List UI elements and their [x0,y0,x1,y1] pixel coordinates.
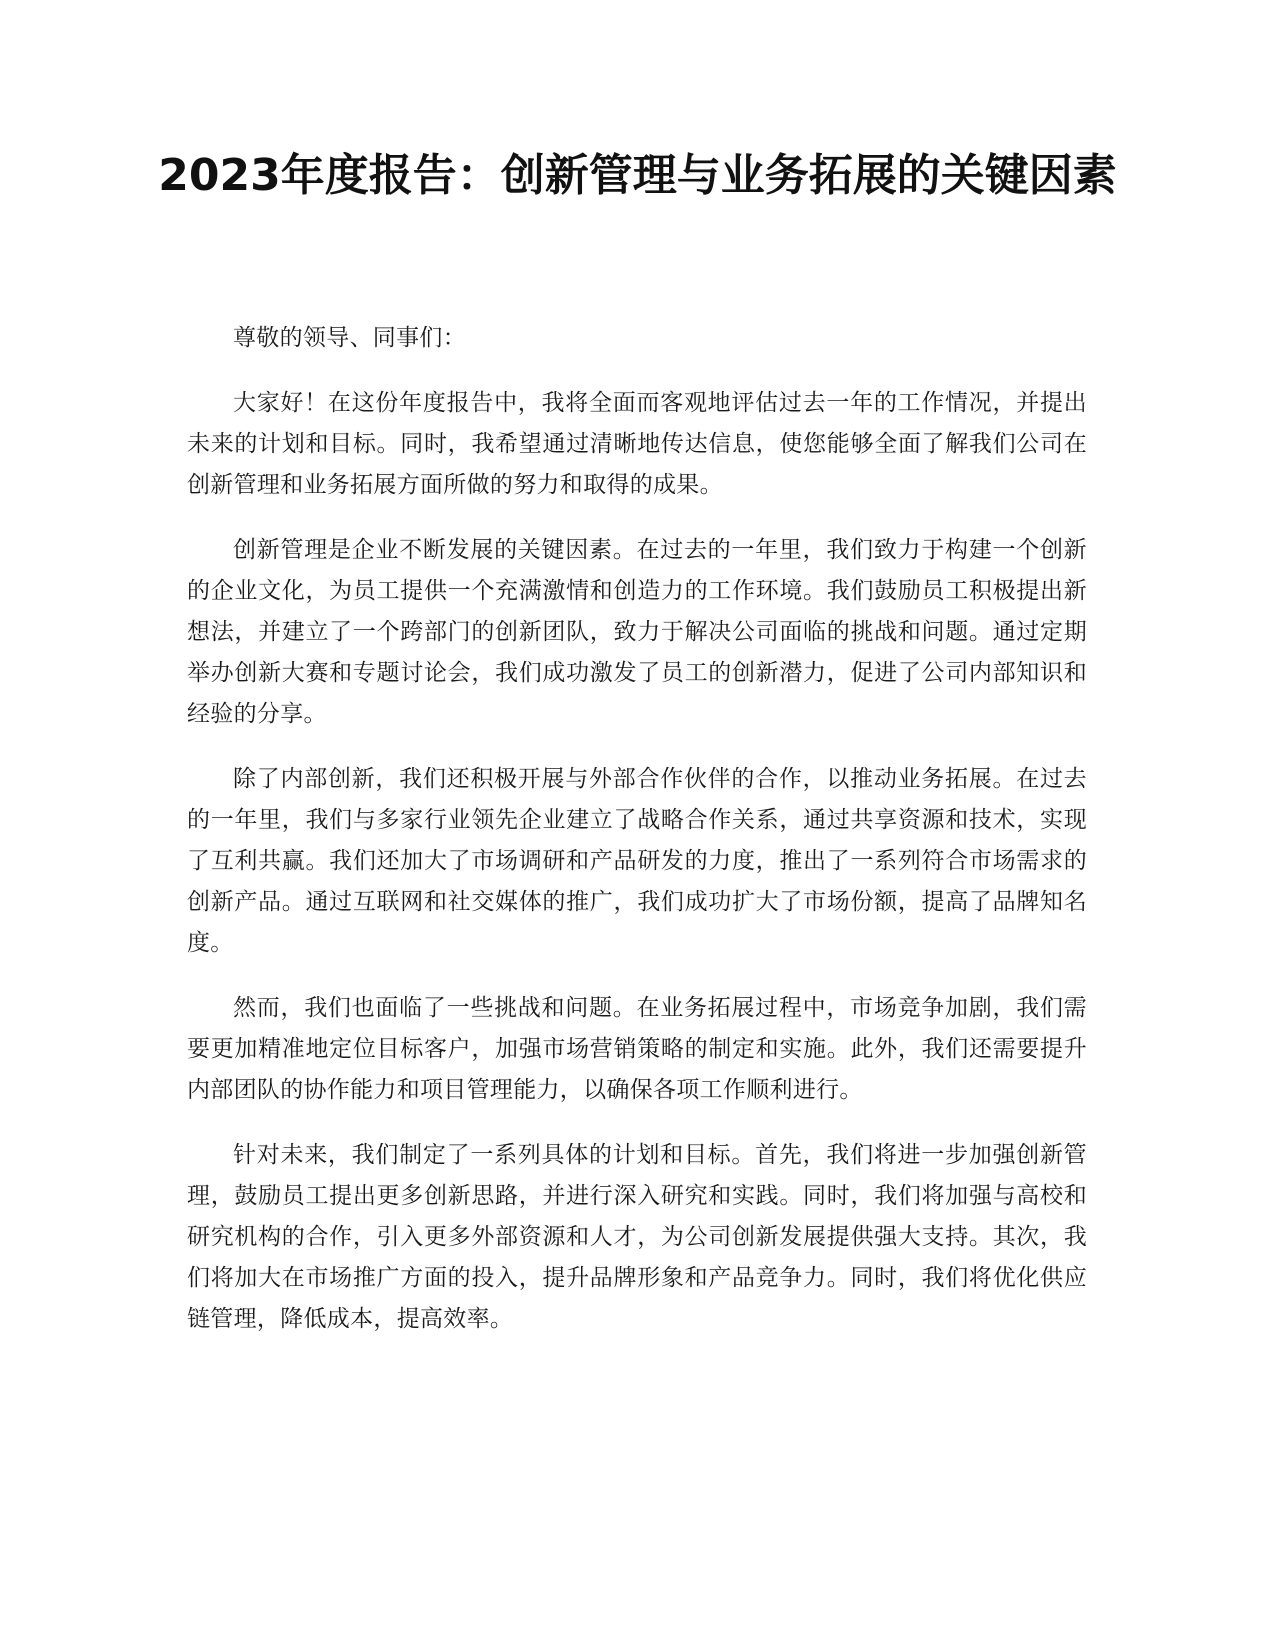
paragraph-innovation-management: 创新管理是企业不断发展的关键因素。在过去的一年里，我们致力于构建一个创新的企业文化，为员工提供一个充满激情和创造力的工作环境。我们鼓励员工积极提出新想法，并建立了一个跨部门的创新团队，致力于解决公司面临的挑战和问题。通过定期举办创新大赛和专题讨论会，我们成功激发了员工的创新潜力，促进了公司内部知识和经验的分享。 [187,537,1087,727]
paragraph-greeting: 大家好！在这份年度报告中，我将全面而客观地评估过去一年的工作情况，并提出未来的计划和目标。同时，我希望通过清晰地传达信息，使您能够全面了解我们公司在创新管理和业务拓展方面所做的努力和取得的成果。 [187,390,1087,498]
paragraph-challenges: 然而，我们也面临了一些挑战和问题。在业务拓展过程中，市场竞争加剧，我们需要更加精准地定位目标客户，加强市场营销策略的制定和实施。此外，我们还需要提升内部团队的协作能力和项目管理能力，以确保各项工作顺利进行。 [187,995,1087,1103]
paragraph-future-plans: 针对未来，我们制定了一系列具体的计划和目标。首先，我们将进一步加强创新管理，鼓励员工提出更多创新思路，并进行深入研究和实践。同时，我们将加强与高校和研究机构的合作，引入更多外部资源和人才，为公司创新发展提供强大支持。其次，我们将加大在市场推广方面的投入，提升品牌形象和产品竞争力。同时，我们将优化供应链管理，降低成本，提高效率。 [187,1142,1087,1332]
document-body [187,318,1087,1364]
document-title: 2023年度报告：创新管理与业务拓展的关键因素 [158,150,1117,201]
salutation: 尊敬的领导、同事们： [233,325,466,351]
paragraph-external-cooperation: 除了内部创新，我们还积极开展与外部合作伙伴的合作，以推动业务拓展。在过去的一年里，我们与多家行业领先企业建立了战略合作关系，通过共享资源和技术，实现了互利共赢。我们还加大了市场调研和产品研发的力度，推出了一系列符合市场需求的创新产品。通过互联网和社交媒体的推广，我们成功扩大了市场份额，提高了品牌知名度。 [187,766,1087,956]
